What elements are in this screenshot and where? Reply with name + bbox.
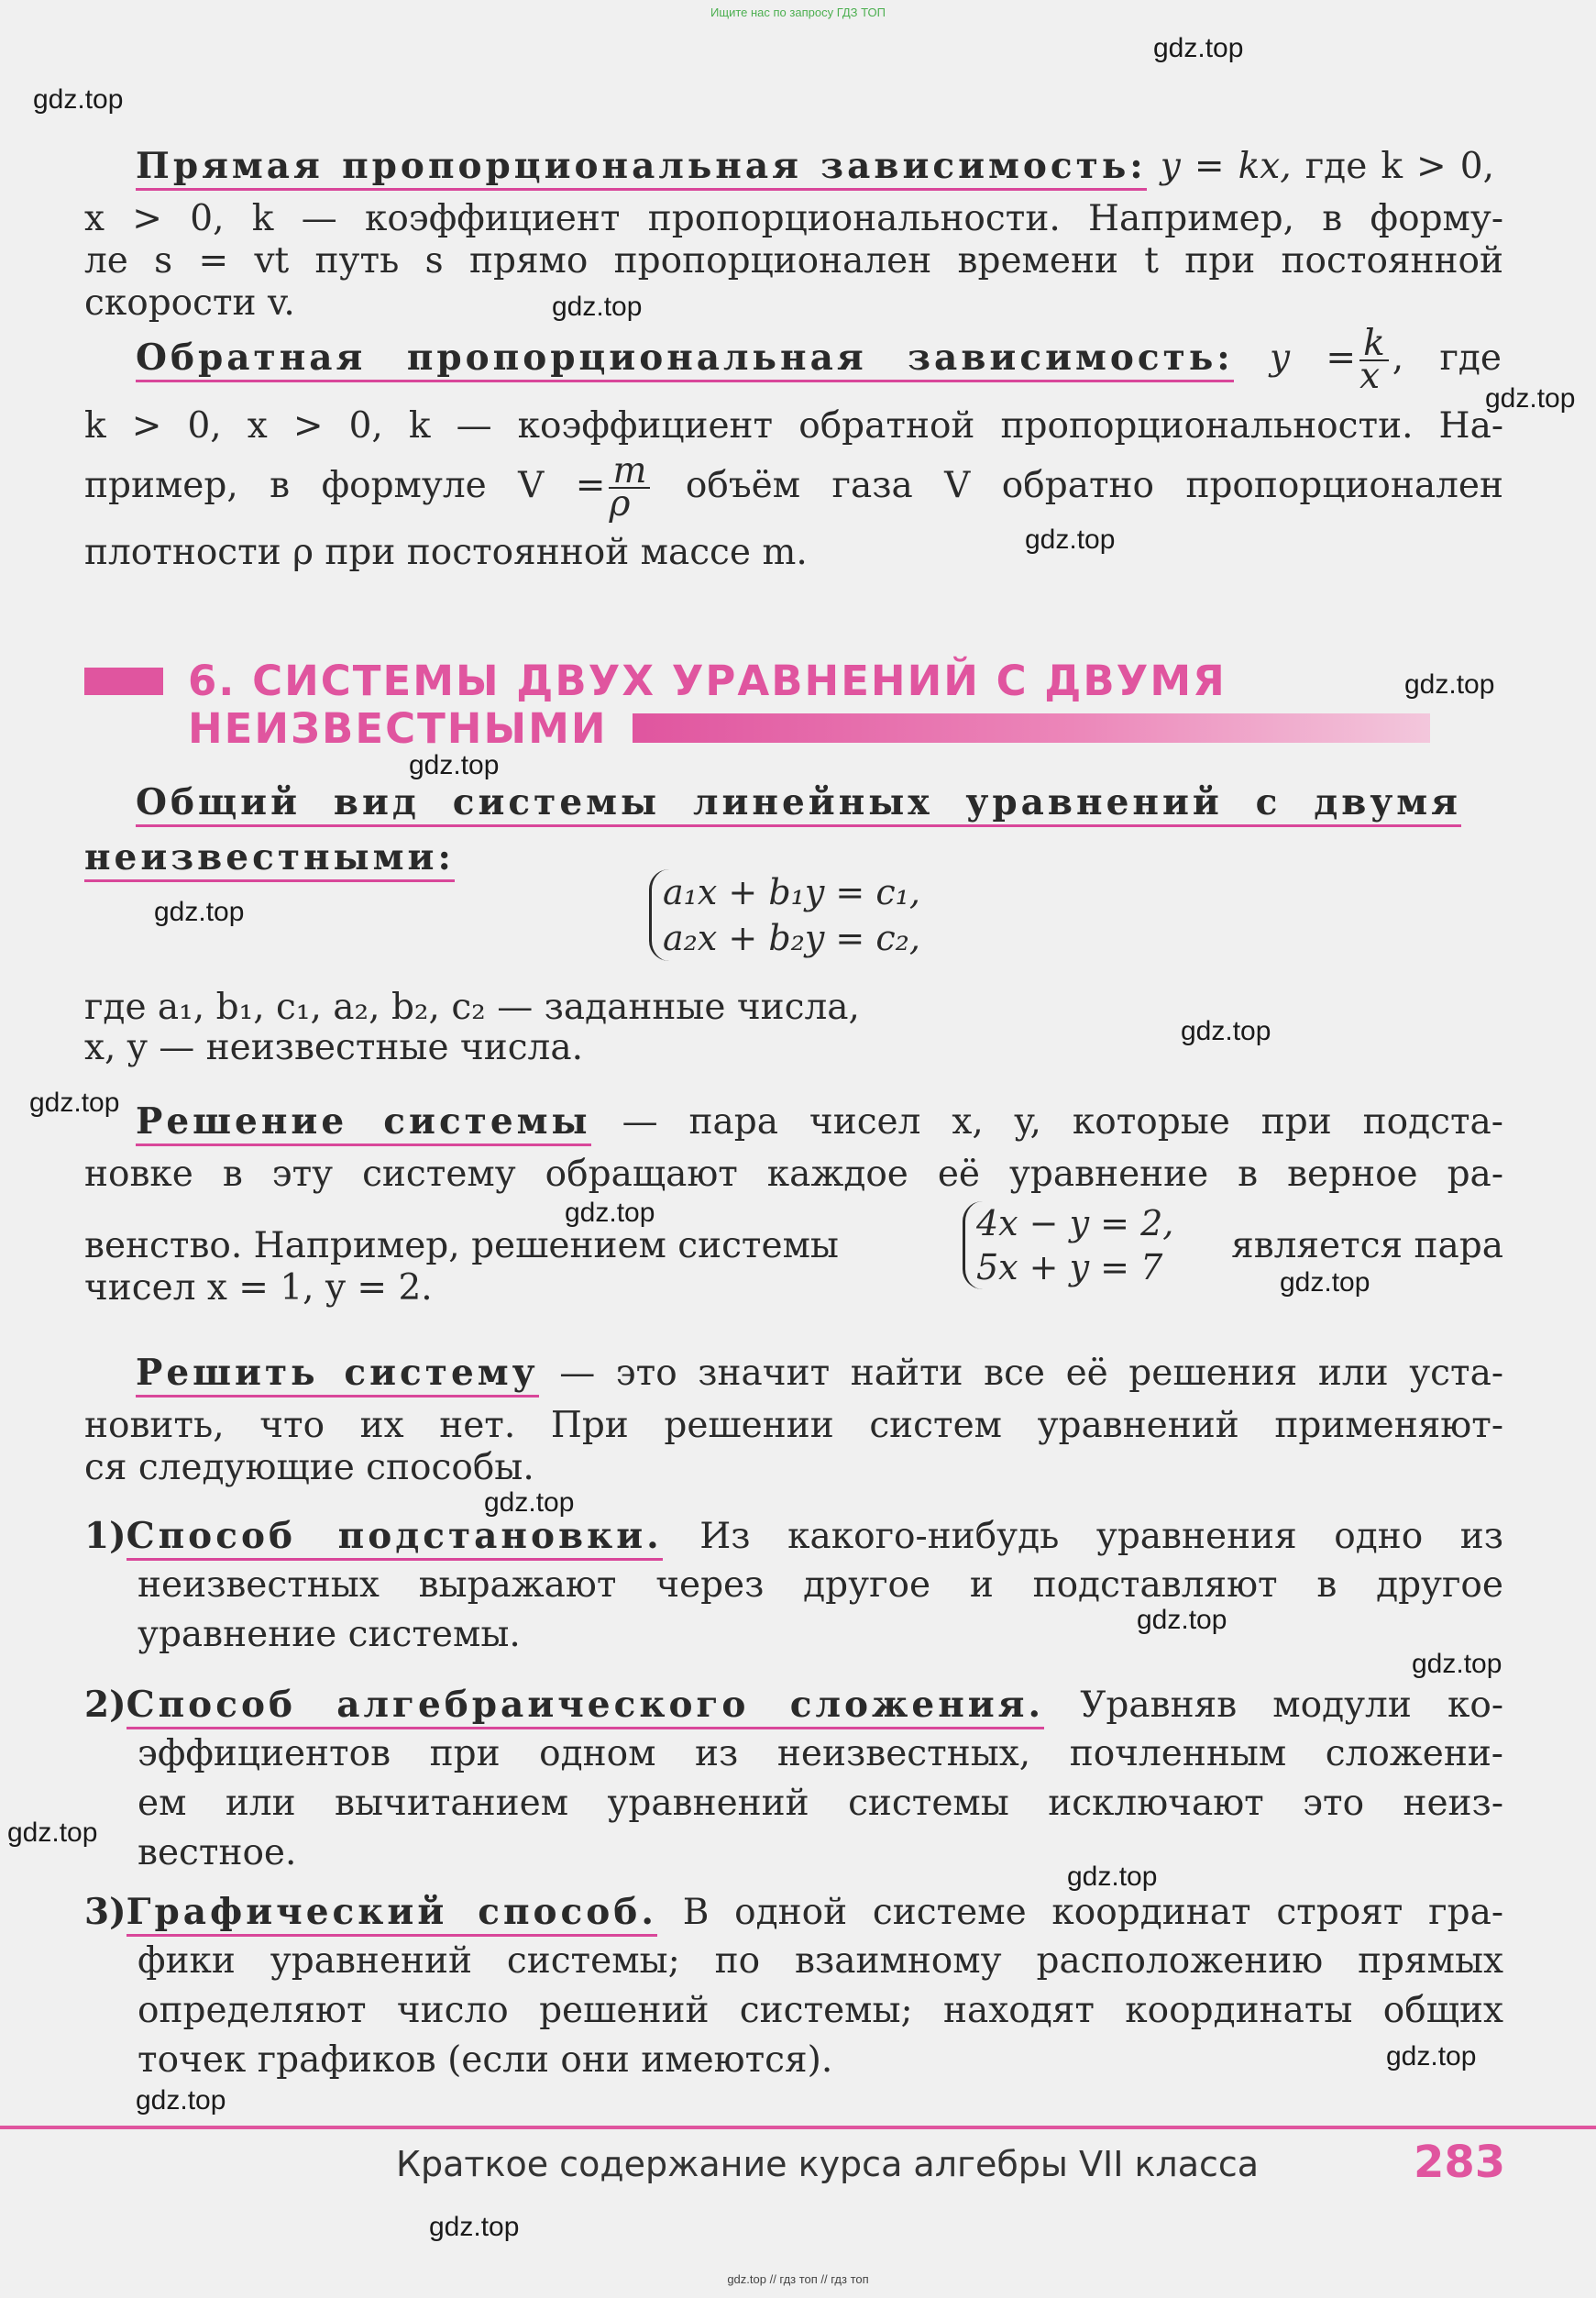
example-equation-1: 4x − y = 2, <box>976 1203 1174 1243</box>
watermark: gdz.top <box>1280 1267 1370 1298</box>
method-3-text-1: В одной системе координат строят гра- <box>682 1892 1503 1933</box>
watermark: gdz.top <box>1412 1649 1502 1679</box>
inverse-line-2: k > 0, x > 0, k — коэффициент обратной пропорциональности. На- <box>84 405 1503 447</box>
solution-term: Решение системы <box>136 1100 591 1146</box>
watermark: gdz.top <box>552 292 643 322</box>
solve-line-1-rest: — это значит найти все её решения или уста- <box>559 1353 1504 1394</box>
top-note: Ищите нас по запросу ГДЗ ТОП <box>710 6 886 19</box>
watermark: gdz.top <box>409 750 500 780</box>
footer-title: Краткое содержание курса алгебры VII класса <box>396 2144 1260 2184</box>
general-system <box>649 869 920 961</box>
direct-line-2: x > 0, k — коэффициент пропорциональности. Например, в форму- <box>84 198 1503 239</box>
fraction-denominator: x <box>1359 356 1381 397</box>
inverse-line-4: плотности ρ при постоянной массе m. <box>84 532 808 573</box>
direct-line-4: скорости v. <box>84 282 295 324</box>
inverse-term: Обратная пропорциональная зависимость: <box>136 337 1234 382</box>
solve-term: Решить систему <box>136 1352 539 1398</box>
method-3-line-4: точек графиков (если они имеются). <box>138 2039 833 2081</box>
watermark: gdz.top <box>429 2212 520 2242</box>
direct-formula: y = kx, <box>1160 146 1292 187</box>
method-3-term: Графический способ. <box>127 1891 657 1937</box>
solution-line-3-end: является пара <box>1231 1225 1503 1266</box>
watermark: gdz.top <box>1386 2041 1477 2072</box>
bottom-note: gdz.top // гдз топ // гдз топ <box>727 2272 869 2286</box>
solve-line-2: новить, что их нет. При решении систем уравнений применяют- <box>84 1405 1503 1446</box>
solution-line-2: новке в эту систему обращают каждое её уравнение в верное ра- <box>84 1154 1503 1195</box>
solution-line-1-rest: — пара чисел x, y, которые при подста- <box>622 1101 1503 1143</box>
general-line-4: x, y — неизвестные числа. <box>84 1027 583 1068</box>
method-1-term: Способ подстановки. <box>127 1515 663 1561</box>
solution-line-4: чисел x = 1, y = 2. <box>84 1267 433 1309</box>
method-3-line-2: фики уравнений системы; по взаимному расположению прямых <box>138 1940 1503 1982</box>
example-equation-2: 5x + y = 7 <box>976 1247 1163 1287</box>
watermark: gdz.top <box>565 1198 655 1228</box>
method-1-number: 1) <box>84 1515 127 1557</box>
method-1-line-2: неизвестных выражают через другое и подставляют в другое <box>138 1564 1503 1606</box>
solution-line-3: венство. Например, решением системы <box>84 1225 839 1266</box>
general-line-3: где a₁, b₁, c₁, a₂, b₂, c₂ — заданные числа, <box>84 987 860 1028</box>
method-2-line-4: вестное. <box>138 1832 297 1873</box>
method-2-line-2: эффициентов при одном из неизвестных, почленным сложени- <box>138 1733 1503 1774</box>
fraction-numerator: m <box>609 456 650 489</box>
inverse-line-1 <box>136 323 1502 397</box>
direct-term: Прямая пропорциональная зависимость: <box>136 145 1147 191</box>
watermark: gdz.top <box>484 1487 575 1518</box>
inverse-line-3-a: пример, в формуле V = <box>84 465 606 506</box>
method-3-line-1 <box>84 1891 1503 1934</box>
watermark: gdz.top <box>7 1817 98 1848</box>
section-heading-line-1: 6. СИСТЕМЫ ДВУХ УРАВНЕНИЙ С ДВУМЯ <box>188 657 1227 705</box>
direct-line-3: ле s = vt путь s прямо пропорционален времени t при постоянной <box>84 240 1503 282</box>
watermark: gdz.top <box>29 1088 120 1118</box>
direct-line-1 <box>136 145 1494 188</box>
heading-bar-right <box>633 713 1430 743</box>
direct-line-1-rest: где k > 0, <box>1304 146 1494 187</box>
method-2-line-1 <box>84 1684 1503 1727</box>
watermark: gdz.top <box>33 84 124 115</box>
inverse-after: , где <box>1392 337 1502 379</box>
solve-line-3: ся следующие способы. <box>84 1447 534 1488</box>
method-1-line-1 <box>84 1515 1503 1558</box>
fraction-denominator: ρ <box>609 483 631 525</box>
page-number: 283 <box>1414 2137 1506 2188</box>
section-heading-line-2: НЕИЗВЕСТНЫМИ <box>188 704 608 753</box>
watermark: gdz.top <box>1181 1016 1271 1046</box>
watermark: gdz.top <box>1485 383 1576 414</box>
inverse-line-3-b: объём газа V обратно пропорционален <box>685 465 1503 506</box>
inverse-line-3 <box>84 450 1503 525</box>
method-3-number: 3) <box>84 1891 127 1933</box>
method-1-text-1: Из какого-нибудь уравнения одно из <box>699 1516 1503 1557</box>
method-2-number: 2) <box>84 1684 127 1726</box>
general-equation-1: a₁x + b₁y = c₁, <box>663 872 920 912</box>
general-line-1 <box>136 781 1461 824</box>
inverse-y-eq: y = <box>1270 337 1357 379</box>
footer-rule <box>0 2126 1596 2129</box>
method-2-text-1: Уравняв модули ко- <box>1080 1685 1504 1726</box>
watermark: gdz.top <box>136 2085 226 2116</box>
solution-line-1 <box>136 1100 1503 1143</box>
method-2-line-3: ем или вычитанием уравнений системы исключают это неиз- <box>138 1783 1503 1824</box>
density-fraction <box>609 450 650 525</box>
watermark: gdz.top <box>154 897 245 927</box>
method-3-line-3: определяют число решений системы; находят координаты общих <box>138 1990 1503 2031</box>
watermark: gdz.top <box>1025 525 1116 555</box>
watermark: gdz.top <box>1404 669 1495 700</box>
watermark: gdz.top <box>1137 1605 1227 1635</box>
method-2-term: Способ алгебраического сложения. <box>127 1684 1044 1729</box>
general-term-2: неизвестными: <box>84 836 455 882</box>
general-equation-2: a₂x + b₂y = c₂, <box>663 918 920 958</box>
heading-bar-left <box>84 668 163 695</box>
fraction-numerator: k <box>1359 328 1389 361</box>
method-1-line-3: уравнение системы. <box>138 1614 521 1655</box>
watermark: gdz.top <box>1153 33 1244 63</box>
solve-line-1 <box>136 1352 1503 1395</box>
general-term-1: Общий вид системы линейных уравнений с двумя <box>136 781 1461 827</box>
watermark: gdz.top <box>1067 1862 1158 1892</box>
inverse-fraction <box>1359 323 1389 397</box>
